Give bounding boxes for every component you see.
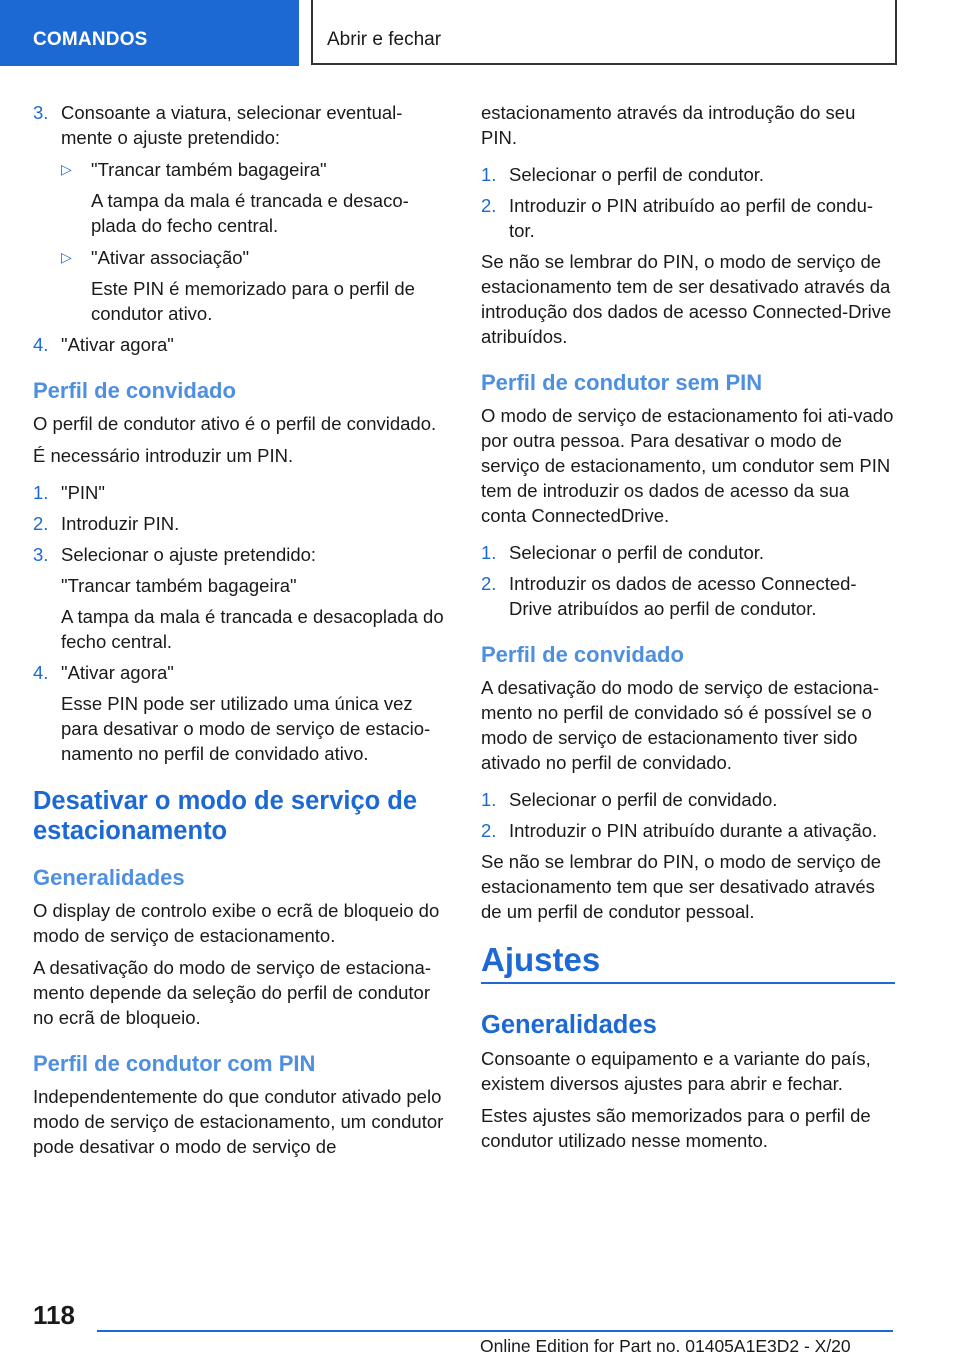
chapter-tab: [311, 0, 897, 65]
step-text: Selecionar o perfil de condutor.: [509, 164, 765, 185]
paragraph: estacionamento através da introdução do seu PIN.: [481, 102, 856, 148]
page-number: 118: [33, 1300, 75, 1330]
triangle-bullet-icon: ▷: [61, 161, 72, 177]
list-item: [481, 162, 895, 187]
step-continuation: A tampa da mala é trancada e desacoplada do fecho central.: [61, 606, 444, 652]
paragraph: O display de controlo exibe o ecrã de bloqueio do modo de serviço de estacionamento.: [33, 900, 440, 946]
paragraph: Independentemente do que condutor ativado pelo modo de serviço de estacionamento, um condutor pode desativar o modo de serviço de: [33, 1086, 444, 1157]
section-heading: Perfil de convidado: [33, 378, 236, 403]
section-heading: Generalidades: [33, 865, 185, 890]
list-item: [33, 660, 449, 766]
step-number: 1.: [481, 789, 497, 810]
section-label: COMANDOS: [33, 29, 148, 50]
paragraph: Se não se lembrar do PIN, o modo de serviço de estacionamento tem que ser desativado através de um perfil de condutor pessoal.: [481, 851, 882, 922]
paragraph: Se não se lembrar do PIN, o modo de serviço de estacionamento tem de ser desativado através da introdução dos dados de acesso Connected-Drive atribuídos.: [481, 251, 892, 347]
chapter-label: Abrir e fechar: [327, 29, 442, 50]
section-heading: Perfil de condutor sem PIN: [481, 370, 763, 395]
step-number: 2.: [33, 513, 49, 534]
list-item: [481, 818, 895, 843]
step-text: "Ativar agora": [61, 662, 174, 683]
paragraph: É necessário introduzir um PIN.: [33, 445, 294, 466]
page-header: [0, 0, 960, 66]
paragraph: A desativação do modo de serviço de estaciona-mento depende da seleção do perfil de condutor no ecrã de bloqueio.: [33, 957, 431, 1028]
section-heading: Perfil de convidado: [481, 642, 684, 667]
section-heading: Perfil de condutor com PIN: [33, 1051, 316, 1076]
list-item: [481, 193, 895, 243]
paragraph: A desativação do modo de serviço de estaciona-mento no perfil de convidado só é possível se o modo de serviço de estacionamento tiver sido ativado no perfil de convidado.: [481, 677, 879, 773]
option-item: [61, 245, 449, 326]
step-number: 4.: [33, 334, 49, 355]
step-text: Selecionar o ajuste pretendido:: [61, 544, 317, 565]
list-item: [481, 787, 895, 812]
step-text: Introduzir os dados de acesso Connected-Drive atribuídos ao perfil de condutor.: [509, 573, 857, 619]
option-label: "Trancar também bagageira": [91, 159, 327, 180]
step-text: Consoante a viatura, selecionar eventual-mente o ajuste pretendido:: [61, 102, 403, 148]
option-description: A tampa da mala é trancada e desaco-plada do fecho central.: [91, 190, 409, 236]
list-item: [33, 542, 449, 654]
step-number: 2.: [481, 195, 497, 216]
step-text: "Ativar agora": [61, 334, 174, 355]
footer-divider: [97, 1330, 893, 1332]
step-continuation: Esse PIN pode ser utilizado uma única vez para desativar o modo de serviço de estacio-namento no perfil de convidado ativo.: [61, 693, 431, 764]
step-number: 2.: [481, 820, 497, 841]
chapter-heading: Ajustes: [481, 940, 895, 984]
step-text: Selecionar o perfil de condutor.: [509, 542, 765, 563]
triangle-bullet-icon: ▷: [61, 249, 72, 265]
list-item: [33, 100, 449, 326]
step-number: 4.: [33, 662, 49, 683]
step-number: 3.: [33, 102, 49, 123]
step-number: 2.: [481, 573, 497, 594]
step-text: Introduzir o PIN atribuído durante a ativação.: [509, 820, 878, 841]
paragraph: Estes ajustes são memorizados para o perfil de condutor utilizado nesse momento.: [481, 1105, 871, 1151]
paragraph: O perfil de condutor ativo é o perfil de convidado.: [33, 413, 437, 434]
step-number: 3.: [33, 544, 49, 565]
section-heading: Generalidades: [481, 1011, 657, 1039]
list-item: [33, 480, 449, 505]
step-number: 1.: [33, 482, 49, 503]
step-text: Introduzir o PIN atribuído ao perfil de condu-tor.: [509, 195, 874, 241]
option-item: [61, 157, 449, 238]
step-text: "PIN": [61, 482, 105, 503]
step-number: 1.: [481, 164, 497, 185]
step-text: Introduzir PIN.: [61, 513, 180, 534]
right-column: [481, 100, 895, 1160]
option-description: Este PIN é memorizado para o perfil de condutor ativo.: [91, 278, 415, 324]
step-text: Selecionar o perfil de convidado.: [509, 789, 778, 810]
edition-note: Online Edition for Part no. 01405A1E3D2 - X/20: [480, 1336, 851, 1356]
list-item: [481, 571, 895, 621]
chapter-heading: Desativar o modo de serviço de estacionamento: [33, 787, 418, 845]
paragraph: Consoante o equipamento e a variante do país, existem diversos ajustes para abrir e fechar.: [481, 1048, 871, 1094]
list-item: [481, 540, 895, 565]
option-label: "Ativar associação": [91, 247, 250, 268]
paragraph: O modo de serviço de estacionamento foi ati-vado por outra pessoa. Para desativar o modo de serviço de estacionamento, um condutor sem PIN tem de introduzir os dados de acesso da sua conta ConnectedDrive.: [481, 405, 894, 526]
list-item: [33, 511, 449, 536]
list-item: [33, 332, 449, 357]
left-column: [33, 100, 449, 1166]
step-number: 1.: [481, 542, 497, 563]
section-tab: [0, 0, 299, 66]
step-continuation: "Trancar também bagageira": [61, 575, 297, 596]
